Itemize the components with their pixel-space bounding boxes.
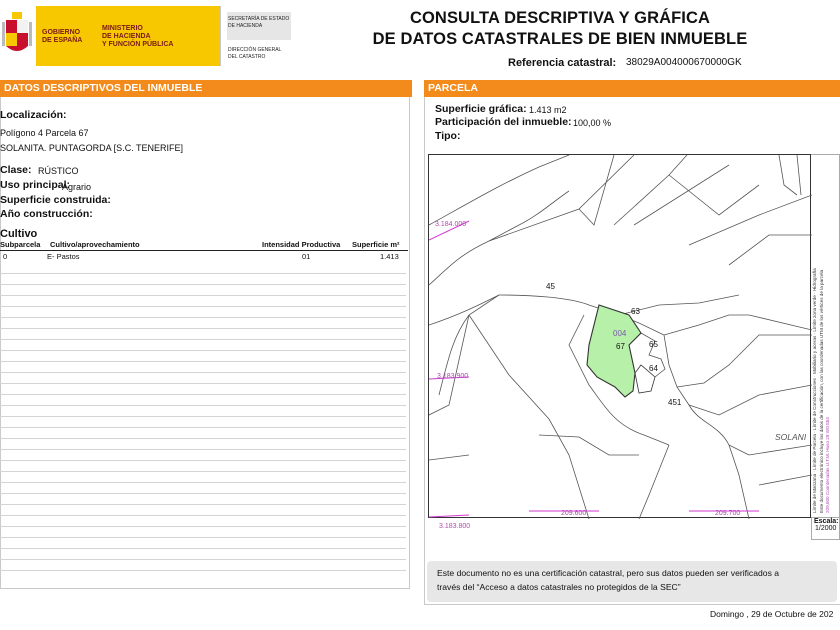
section-descriptive-title: DATOS DESCRIPTIVOS DEL INMUEBLE: [0, 80, 412, 97]
reference-value: 38029A004000670000GK: [626, 57, 742, 68]
clase-label: Clase:: [0, 164, 32, 176]
place-label: SOLANI: [775, 432, 807, 442]
empty-row: [0, 483, 406, 494]
uso-value: Agrario: [62, 182, 92, 192]
empty-row: [0, 417, 406, 428]
empty-table-rows: [0, 263, 406, 571]
section-parcela-title: PARCELA: [424, 80, 840, 97]
secretaria-line-2: DE HACIENDA: [228, 23, 263, 29]
scale-label: Escala:: [814, 518, 839, 525]
government-header: [0, 6, 292, 66]
document-date: Domingo , 29 de Octubre de 202: [710, 609, 834, 619]
empty-row: [0, 461, 406, 472]
header-intensidad: Intensidad Productiva: [262, 240, 341, 249]
empty-row: [0, 505, 406, 516]
legend-parcela: Límite de Parcela: [812, 434, 817, 470]
cell-superficie: 1.413: [380, 252, 399, 261]
cell-intensidad: 01: [302, 252, 311, 261]
empty-row: [0, 560, 406, 571]
empty-row: [0, 384, 406, 395]
empty-row: [0, 362, 406, 373]
coord-y-2: 3.183.900: [437, 373, 469, 380]
empty-row: [0, 527, 406, 538]
direccion-line-1: DIRECCIÓN GENERAL: [228, 47, 282, 53]
localizacion-line-2: SOLANITA. PUNTAGORDA [S.C. TENERIFE]: [0, 143, 184, 153]
note-line-2: través del “Acceso a datos catastrales no protegidos de la SEC”: [437, 582, 681, 592]
superficie-construida-label: Superficie construida:: [0, 194, 111, 206]
empty-row: [0, 263, 406, 274]
legend-zona-verde: Límite zona verde: [812, 295, 817, 332]
title-line-2: DE DATOS CATASTRALES DE BIEN INMUEBLE: [372, 30, 748, 48]
cultivo-heading: Cultivo: [0, 228, 38, 240]
empty-row: [0, 285, 406, 296]
anio-construccion-label: Año construcción:: [0, 208, 93, 220]
secretaria-line-1: SECRETARÍA DE ESTADO: [228, 16, 290, 22]
cell-subparcela: 0: [3, 252, 8, 261]
empty-row: [0, 494, 406, 505]
coord-y-3: 3.183.800: [439, 523, 471, 530]
parcel-label-64: 64: [649, 364, 658, 373]
empty-row: [0, 340, 406, 351]
header-subparcela: Subparcela: [0, 240, 41, 249]
cadastral-map[interactable]: [428, 154, 811, 530]
cultivo-table-header: [0, 240, 408, 251]
legend-coords: 209,600 Coordenadas U.T.M. Huso 28 WGS84: [825, 417, 830, 513]
direccion-line-2: DEL CATASTRO: [228, 54, 266, 60]
legend-note: Este documento electrónico incluye los datos de la certificación, con las coordenadas UTM de los vértices de la parcela: [818, 269, 824, 513]
legend-mobiliario: Mobiliario y aceras: [812, 335, 817, 375]
ministry-line-3: Y FUNCIÓN PÚBLICA: [102, 41, 174, 48]
parcel-67-shape: [587, 305, 641, 397]
page-title: [350, 8, 770, 50]
empty-row: [0, 406, 406, 417]
legend-manzana: Límite de Manzana: [812, 473, 817, 513]
sup-grafica-label: Superficie gráfica:: [435, 103, 527, 115]
legend-construcciones: Límite de Construcciones: [812, 378, 817, 430]
empty-row: [0, 351, 406, 362]
header-superficie: Superficie m²: [352, 240, 400, 249]
sup-grafica-value: 1.413 m2: [529, 105, 567, 115]
empty-row: [0, 307, 406, 318]
empty-row: [0, 395, 406, 406]
header-cultivo: Cultivo/aprovechamiento: [50, 240, 140, 249]
empty-row: [0, 516, 406, 527]
empty-row: [0, 549, 406, 560]
disclaimer-note: [427, 561, 837, 602]
localizacion-label: Localización:: [0, 109, 67, 121]
empty-row: [0, 450, 406, 461]
parcel-label-63: 63: [631, 307, 640, 316]
ministry-line-1: MINISTERIO: [102, 25, 143, 32]
note-line-1: Este documento no es una certificación catastral, pero sus datos pueden ser verificados a: [437, 568, 780, 578]
reference-row: [508, 57, 742, 69]
empty-row: [0, 538, 406, 549]
empty-row: [0, 439, 406, 450]
parcel-label-004: 004: [613, 329, 627, 338]
empty-row: [0, 472, 406, 483]
map-legend: Límite de Manzana · Límite de Parcela · Límite de Construcciones · Mobiliario y aceras · Límite zona verde · Hidrografía Este documento electrónico incluye los datos de la certificación, con las coordenadas UTM de los vértices de la parcela 209,600 Coordenadas U.T.M. Huso 28 WGS84: [811, 154, 840, 518]
scale-value: 1/2000: [815, 525, 837, 532]
participacion-label: Participación del inmueble:: [435, 116, 572, 128]
empty-row: [0, 296, 406, 307]
legend-hidrografia: Hidrografía: [812, 268, 817, 292]
ministry-line-2: DE HACIENDA: [102, 33, 151, 40]
parcel-label-65: 65: [649, 340, 658, 349]
clase-value: RÚSTICO: [38, 166, 79, 176]
scale-box: [811, 518, 840, 540]
empty-row: [0, 373, 406, 384]
tipo-label: Tipo:: [435, 130, 461, 142]
localizacion-line-1: Polígono 4 Parcela 67: [0, 128, 89, 138]
coord-x-1: 209.600: [561, 510, 587, 517]
participacion-value: 100,00 %: [573, 118, 612, 128]
coat-of-arms-icon: [0, 6, 34, 66]
empty-row: [0, 428, 406, 439]
parcel-label-451: 451: [668, 398, 682, 407]
parcel-label-45: 45: [546, 282, 555, 291]
table-row: [0, 252, 408, 262]
ministry-block: [36, 6, 220, 66]
empty-row: [0, 274, 406, 285]
gov-line-2: DE ESPAÑA: [42, 37, 83, 44]
coord-x-2: 209.700: [715, 510, 741, 517]
cell-cultivo: E- Pastos: [47, 252, 80, 261]
coord-y-1: 3.184.000: [435, 221, 467, 228]
empty-row: [0, 329, 406, 340]
title-line-1: CONSULTA DESCRIPTIVA Y GRÁFICA: [409, 9, 711, 27]
reference-label: Referencia catastral:: [508, 57, 617, 69]
empty-row: [0, 318, 406, 329]
gov-line-1: GOBIERNO: [42, 29, 81, 36]
secretaria-block: [220, 6, 292, 66]
uso-label: Uso principal:: [0, 179, 71, 191]
parcel-label-67: 67: [616, 342, 625, 351]
